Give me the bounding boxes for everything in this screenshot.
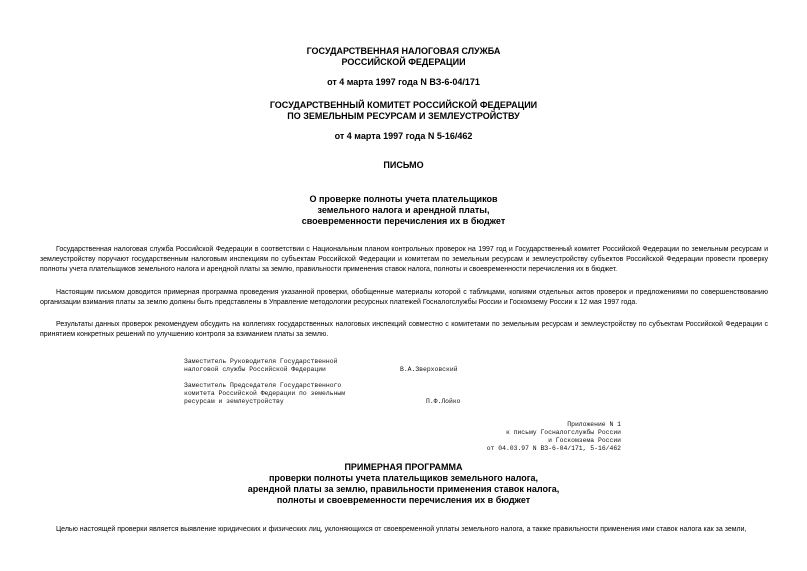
issuer1-line1: ГОСУДАРСТВЕННАЯ НАЛОГОВАЯ СЛУЖБА — [306, 46, 501, 56]
signature-2-name: П.Ф.Лойко — [426, 398, 461, 405]
appendix-line4: от 04.03.97 N ВЗ-6-04/171, 5-16/462 — [486, 445, 621, 452]
appendix-line1: Приложение N 1 — [567, 421, 621, 428]
signature-1-name: В.А.Зверховский — [400, 366, 458, 373]
body-paragraph-3: Результаты данных проверок рекомендуем обсудить на коллегиях государственных налоговых инспекций совместно с комитетами по земельным ресурсам и землеустройству по субъектам Российской Федерации с принятием конкретных решений по улучшению контроля за взиманием платы за землю. — [40, 321, 768, 338]
program-line3: полноты и своевременности перечисления их в бюджет — [276, 495, 531, 505]
program-line1: проверки полноты учета плательщиков земельного налога, — [268, 473, 539, 483]
subject-line2: земельного налога и арендной платы, — [317, 205, 490, 215]
issuer2-date: от 4 марта 1997 года N 5-16/462 — [334, 131, 473, 141]
appendix-line2: к письму Госналогслужбы России — [505, 429, 621, 436]
subject-line3: своевременности перечисления их в бюджет — [301, 216, 506, 226]
body-paragraph-2: Настоящим письмом доводится примерная программа проведения указанной проверки, обобщенные материалы которой с таблицами, копиями отдельных актов проверок и предложениями по совершенствованию организации взимания платы за землю должны быть представлены в Управление методологии ресурсных платежей Госналогслужбы России и Госкомзему России к 12 мая 1997 года. — [40, 289, 768, 306]
program-title: ПРИМЕРНАЯ ПРОГРАММА — [344, 462, 463, 472]
appendix-line3: и Госкомзема России — [548, 437, 621, 444]
subject-line1: О проверке полноты учета плательщиков — [309, 194, 498, 204]
program-intro-paragraph: Целью настоящей проверки является выявление юридических и физических лиц, уклоняющихся от своевременной уплаты земельного налога, а также правильности применения ими ставок налога как за земли, — [56, 526, 747, 533]
issuer1-line2: РОССИЙСКОЙ ФЕДЕРАЦИИ — [341, 57, 466, 67]
signature-2-title: Заместитель Председателя Государственного комитета Российской Федерации по земельным ресурсам и землеустройству — [184, 382, 346, 405]
program-line2: арендной платы за землю, правильности применения ставок налога, — [247, 484, 560, 494]
doc-type-title: ПИСЬМО — [383, 160, 424, 170]
issuer2-line2: ПО ЗЕМЕЛЬНЫМ РЕСУРСАМ И ЗЕМЛЕУСТРОЙСТВУ — [287, 111, 520, 121]
issuer2-line1: ГОСУДАРСТВЕННЫЙ КОМИТЕТ РОССИЙСКОЙ ФЕДЕРАЦИИ — [269, 100, 538, 110]
appendix-reference — [487, 421, 621, 453]
body-paragraph-1: Государственная налоговая служба Российской Федерации в соответствии с Национальным планом контрольных проверок на 1997 год и Государственный комитет Российской Федерации по земельным ресурсам и землеустройству поручают государственным налоговым инспекциям по субъектам Российской Федерации и комитетам по земельным ресурсам и землеустройству субъектов Российской Федерации провести проверку полноты учета плательщиков земельного налога и арендной платы за землю, правильности применения ставок налога, полноты и своевременности перечисления их в бюджет. — [40, 246, 768, 273]
issuer1-date: от 4 марта 1997 года N ВЗ-6-04/171 — [327, 77, 480, 87]
signature-1-title: Заместитель Руководителя Государственной налоговой службы Российской Федерации — [184, 358, 338, 373]
